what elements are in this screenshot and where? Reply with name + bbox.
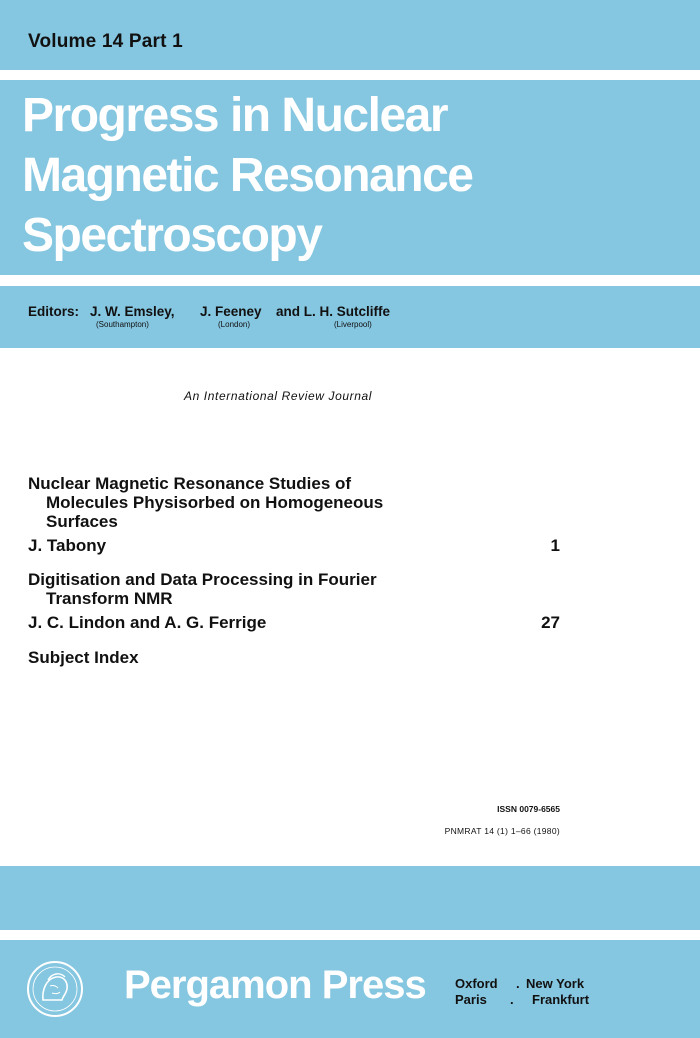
article-title-line: Digitisation and Data Processing in Fourier bbox=[28, 570, 377, 589]
article-title-line: Surfaces bbox=[46, 512, 118, 531]
publisher-city: Frankfurt bbox=[532, 992, 590, 1007]
publisher-city: Paris bbox=[455, 992, 487, 1007]
athena-head-icon bbox=[26, 960, 84, 1018]
journal-title-line-2: Magnetic Resonance bbox=[22, 149, 473, 202]
journal-title-line-3: Spectroscopy bbox=[22, 209, 322, 262]
editor-location: (Southampton) bbox=[96, 320, 149, 329]
article-title-line: Molecules Physisorbed on Homogeneous bbox=[46, 493, 384, 512]
editor-location: (Liverpool) bbox=[334, 320, 372, 329]
lower-band bbox=[0, 866, 700, 930]
issn: ISSN 0079-6565 bbox=[497, 804, 560, 814]
article-page-number: 27 bbox=[541, 613, 560, 632]
article-page-number: 1 bbox=[550, 536, 560, 555]
city-separator: . bbox=[510, 992, 514, 1007]
citation: PNMRAT 14 (1) 1–66 (1980) bbox=[444, 826, 560, 836]
subject-index: Subject Index bbox=[28, 648, 139, 667]
city-separator: . bbox=[516, 976, 520, 991]
article-authors: J. Tabony bbox=[28, 536, 107, 555]
article-authors: J. C. Lindon and A. G. Ferrige bbox=[28, 613, 267, 632]
editor-name: J. W. Emsley, bbox=[90, 304, 175, 319]
article-title-line: Transform NMR bbox=[46, 589, 173, 608]
editor-name: and L. H. Sutcliffe bbox=[276, 304, 391, 319]
publisher-city: New York bbox=[526, 976, 585, 991]
editors-label: Editors: bbox=[28, 304, 80, 319]
editor-name: J. Feeney bbox=[200, 304, 262, 319]
volume-label: Volume 14 Part 1 bbox=[28, 31, 183, 52]
journal-subtitle: An International Review Journal bbox=[184, 389, 373, 403]
publisher-name: Pergamon Press bbox=[124, 963, 426, 1007]
editor-location: (London) bbox=[218, 320, 251, 329]
journal-title-line-1: Progress in Nuclear bbox=[22, 89, 448, 142]
article-title-line: Nuclear Magnetic Resonance Studies of bbox=[28, 474, 352, 493]
publisher-city: Oxford bbox=[455, 976, 498, 991]
